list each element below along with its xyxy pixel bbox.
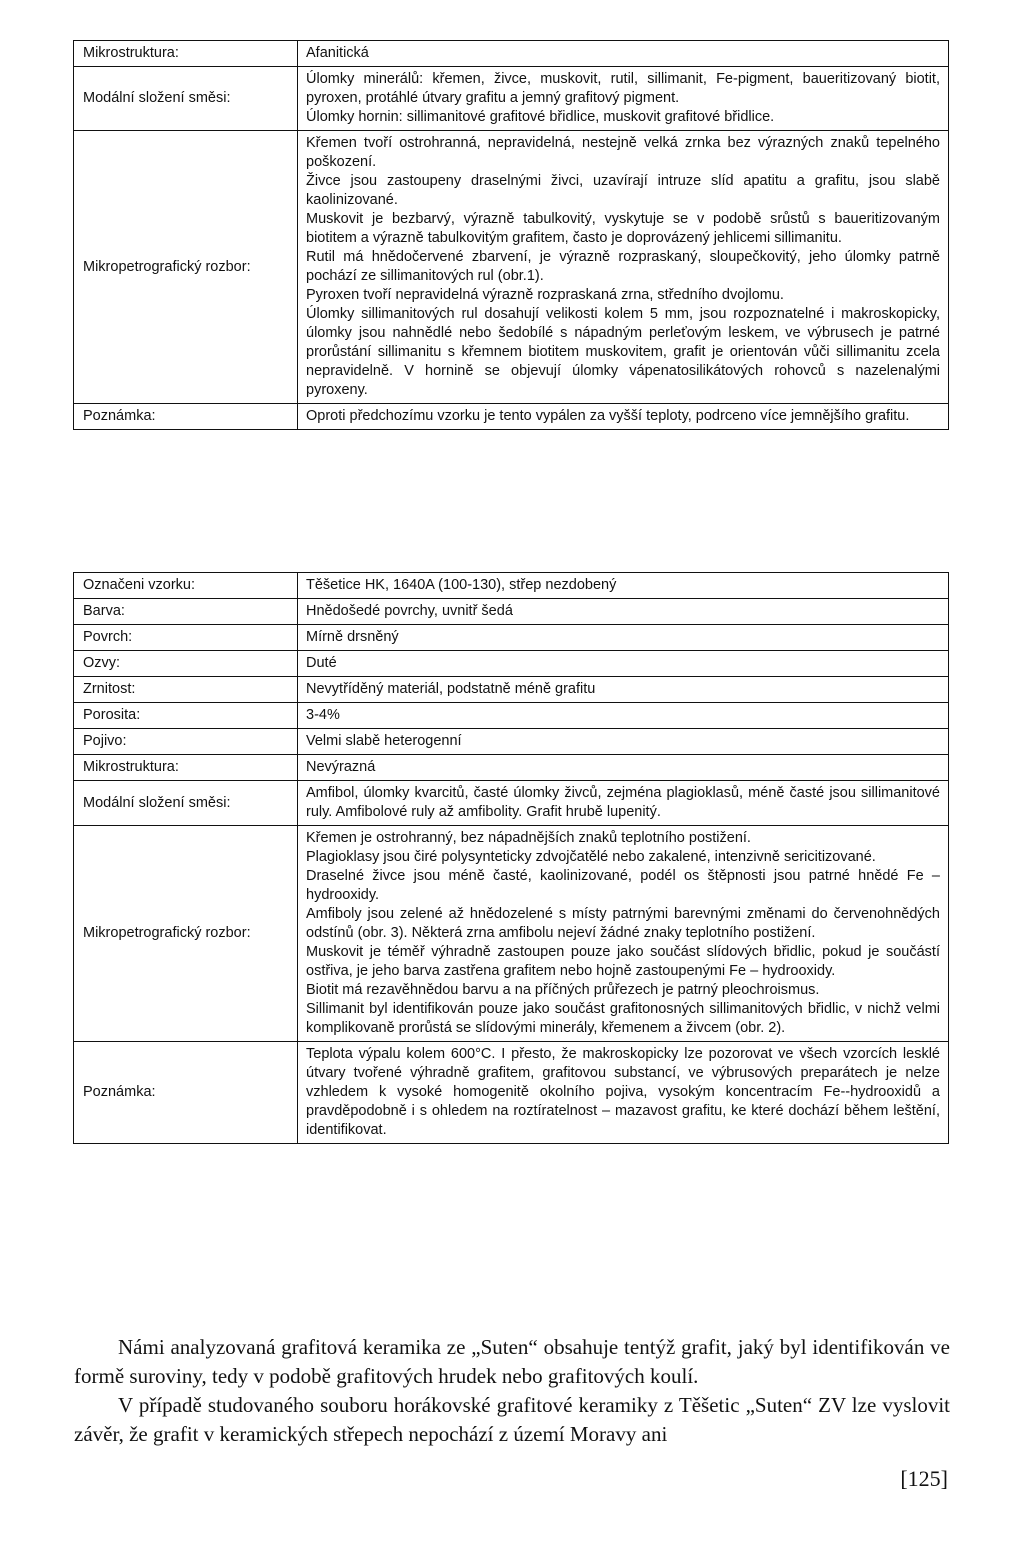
value-paragraph: Nevýrazná: [306, 759, 376, 775]
row-label: Barva:: [74, 599, 298, 625]
table-row: [74, 625, 949, 651]
row-label: Mikropetrografický rozbor:: [74, 131, 298, 404]
value-paragraph: Plagioklasy jsou čiré polysynteticky zdvojčatělé nebo zakalené, intenzivně sericitizované.: [306, 849, 876, 865]
table-row: [74, 41, 949, 67]
table-row: [74, 651, 949, 677]
body-paragraph: Námi analyzovaná grafitová keramika ze „Suten“ obsahuje tentýž grafit, jaký byl identifikován ve formě suroviny, tedy v podobě grafitových hrudek nebo grafitových koulí.: [74, 1335, 950, 1388]
value-paragraph: 3-4%: [306, 707, 340, 723]
row-value: [298, 131, 949, 404]
row-value: [298, 781, 949, 826]
value-paragraph: Úlomky minerálů: křemen, živce, muskovit, rutil, sillimanit, Fe-pigment, baueritizovaný biotit, pyroxen, protáhlé útvary grafitu a jemný grafitový pigment.: [306, 71, 940, 106]
row-label: Ozvy:: [74, 651, 298, 677]
row-label: Poznámka:: [74, 404, 298, 430]
table-row: [74, 677, 949, 703]
value-paragraph: Amfibol, úlomky kvarcitů, časté úlomky živců, zejména plagioklasů, méně časté jsou sillimanitové ruly. Amfibolové ruly až amfibolity. Grafit hrubě lupenitý.: [306, 785, 940, 820]
table-row: [74, 404, 949, 430]
value-paragraph: Hnědošedé povrchy, uvnitř šedá: [306, 603, 513, 619]
page-number: [125]: [900, 1466, 948, 1491]
value-paragraph: Teplota výpalu kolem 600°C. I přesto, že makroskopicky lze pozorovat ve všech vzorcích lesklé útvary tvořené výhradně grafitem, grafitovou substancí, ve výbrusových preparátech je nelze vzhledem k vysoké homogenitě okolního pojiva, vysokým koncentracím Fe--hydrooxidů a pravděpodobně i s ohledem na roztíratelnost – mazavost grafitu, ke které dochází během leštění, identifikovat.: [306, 1046, 940, 1138]
value-paragraph: Živce jsou zastoupeny draselnými živci, uzavírají intruze slíd apatitu a grafitu, jsou slabě kaolinizované.: [306, 173, 940, 208]
row-label: Mikropetrografický rozbor:: [74, 826, 298, 1042]
row-label: Modální složení směsi:: [74, 67, 298, 131]
value-paragraph: Nevytříděný materiál, podstatně méně grafitu: [306, 681, 596, 697]
value-paragraph: Duté: [306, 655, 337, 671]
row-label: Mikrostruktura:: [74, 755, 298, 781]
row-value: [298, 404, 949, 430]
row-label: Porosita:: [74, 703, 298, 729]
table-row: [74, 1042, 949, 1144]
value-paragraph: Mírně drsněný: [306, 629, 399, 645]
table-row: [74, 703, 949, 729]
value-paragraph: Draselné živce jsou méně časté, kaolinizované, podél os štěpnosti jsou patrné hnědé Fe – hydrooxidy.: [306, 868, 940, 903]
value-paragraph: Křemen je ostrohranný, bez nápadnějších znaků teplotního postižení.: [306, 830, 751, 846]
value-paragraph: Velmi slabě heterogenní: [306, 733, 462, 749]
value-paragraph: Muskovit je bezbarvý, výrazně tabulkovitý, vyskytuje se v podobě srůstů s baueritizovaným biotitem a výrazně tabulkovitým grafitem, často je doprovázený jehlicemi sillimanitu.: [306, 211, 940, 246]
value-paragraph: Rutil má hnědočervené zbarvení, je výrazně rozpraskaný, sloupečkovitý, jeho úlomky patrně pochází ze sillimanitových rul (obr.1).: [306, 249, 940, 284]
row-value: [298, 573, 949, 599]
value-paragraph: Sillimanit byl identifikován pouze jako součást grafitonosných sillimanitových břidlic, v nichž velmi komplikovaně prorůstá se slídovými minerály, křemenem a živcem (obr. 2).: [306, 1001, 940, 1036]
table-row: [74, 755, 949, 781]
petrography-table-1: [73, 40, 949, 430]
value-paragraph: Křemen tvoří ostrohranná, nepravidelná, nestejně velká zrnka bez výrazných znaků tepelného poškození.: [306, 135, 940, 170]
table-row: [74, 67, 949, 131]
petrography-table-2: [73, 572, 949, 1144]
row-label: Označeni vzorku:: [74, 573, 298, 599]
row-value: [298, 677, 949, 703]
value-paragraph: Biotit má rezavěhnědou barvu a na příčných průřezech je patrný pleochroismus.: [306, 982, 820, 998]
row-value: [298, 599, 949, 625]
row-value: [298, 755, 949, 781]
row-value: [298, 41, 949, 67]
row-value: [298, 1042, 949, 1144]
body-text: [74, 1333, 950, 1449]
value-paragraph: Amfiboly jsou zelené až hnědozelené s místy patrnými barevnými změnami do červenohnědých odstínů (obr. 3). Některá zrna amfibolu nejeví žádné znaky teplotního postižení.: [306, 906, 940, 941]
row-value: [298, 703, 949, 729]
row-value: [298, 729, 949, 755]
table-row: [74, 781, 949, 826]
value-paragraph: Afanitická: [306, 45, 369, 61]
row-label: Zrnitost:: [74, 677, 298, 703]
value-paragraph: Těšetice HK, 1640A (100-130), střep nezdobený: [306, 577, 617, 593]
row-label: Modální složení směsi:: [74, 781, 298, 826]
row-label: Povrch:: [74, 625, 298, 651]
row-label: Poznámka:: [74, 1042, 298, 1144]
row-value: [298, 625, 949, 651]
table-row: [74, 599, 949, 625]
value-paragraph: Pyroxen tvoří nepravidelná výrazně rozpraskaná zrna, středního dvojlomu.: [306, 287, 784, 303]
table-row: [74, 573, 949, 599]
table-row: [74, 131, 949, 404]
row-label: Pojivo:: [74, 729, 298, 755]
row-value: [298, 826, 949, 1042]
body-paragraph: V případě studovaného souboru horákovské grafitové keramiky z Těšetic „Suten“ ZV lze vyslovit závěr, že grafit v keramických střepech nepochází z území Moravy ani: [74, 1393, 950, 1446]
row-value: [298, 67, 949, 131]
value-paragraph: Muskovit je téměř výhradně zastoupen pouze jako součást slídových břidlic, pokud je součástí ostřiva, je jeho barva zastřena grafitem nebo hojně zastoupenými Fe – hydrooxidy.: [306, 944, 940, 979]
value-paragraph: Úlomky hornin: sillimanitové grafitové břidlice, muskovit grafitové břidlice.: [306, 109, 775, 125]
row-label: Mikrostruktura:: [74, 41, 298, 67]
table-row: [74, 826, 949, 1042]
table-row: [74, 729, 949, 755]
value-paragraph: Úlomky sillimanitových rul dosahují velikosti kolem 5 mm, jsou rozpoznatelné i makroskopicky, úlomky jsou nahnědlé nebo šedobílé s nápadným perleťovým leskem, ve výbrusech je patrné prorůstání sillimanitu s křemnem biotitem muskovitem, grafit je orientován vůči sillimanitu zcela nepravidelně. V hornině se objevují úlomky vápenatosilikátových rohovců s nazelenalými pyroxeny.: [306, 306, 940, 398]
row-value: [298, 651, 949, 677]
value-paragraph: Oproti předchozímu vzorku je tento vypálen za vyšší teploty, podrceno více jemnějšího grafitu.: [306, 408, 910, 424]
